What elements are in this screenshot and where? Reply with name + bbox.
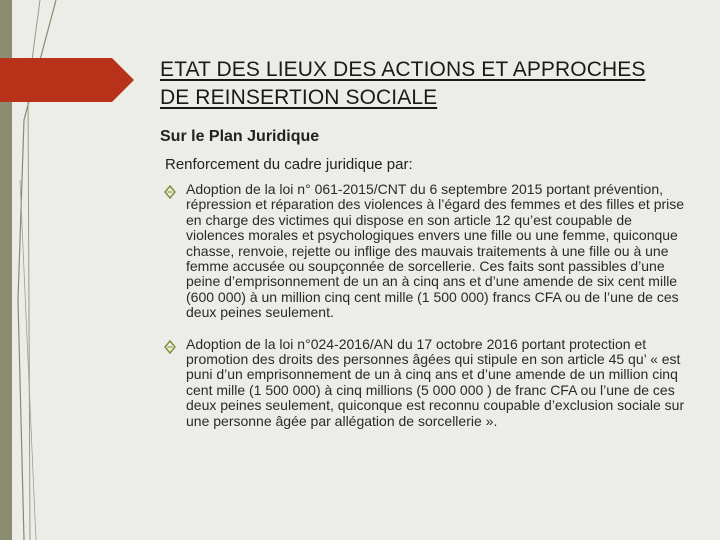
list-item: [164, 182, 694, 321]
slide-title: ETAT DES LIEUX DES ACTIONS ET APPROCHES DE REINSERTION SOCIALE: [160, 58, 646, 109]
intro-text: Renforcement du cadre juridique par:: [165, 156, 413, 173]
diamond-bullet-icon: [164, 185, 186, 199]
diamond-bullet-icon: [164, 340, 186, 354]
bullet-text: Adoption de la loi n°024-2016/AN du 17 octobre 2016 portant protection et promotion des droits des personnes âgées qui stipule en son article 45 qu’ « est puni d’un emprisonnement de un à cinq ans et d’une amende de un million cinq cent mille (1 500 000) à cinq millions (5 000 000 ) de franc CFA ou l’une de ces deux peines seulement, quiconque est reconnu coupable d’exclusion sociale sur une personne âgée par allégation de sorcellerie ».: [186, 335, 685, 429]
bullet-text: Adoption de la loi n° 061-2015/CNT du 6 septembre 2015 portant prévention, répression et réparation des violences à l’égard des femmes et des filles et prise en charge des victimes qui dispose en son article 12 qu’est coupable de violences morales et psychologiques envers une fille ou une femme, quiconque chasse, renvoie, rejette ou inflige des mauvais traitements à une fille ou à une femme accusée ou soupçonnée de sorcellerie. Ces faits sont passibles d’une peine d’emprisonnement de un an à cinq ans et d’une amende de six cent mille (600 000) à un million cinq cent mille (1 500 000) francs CFA ou de l’une de ces deux peines seulement.: [186, 181, 685, 321]
bullet-list: [164, 182, 694, 445]
list-item: [164, 337, 694, 429]
section-subheading: Sur le Plan Juridique: [160, 128, 320, 145]
title-accent-tab: [0, 58, 136, 102]
